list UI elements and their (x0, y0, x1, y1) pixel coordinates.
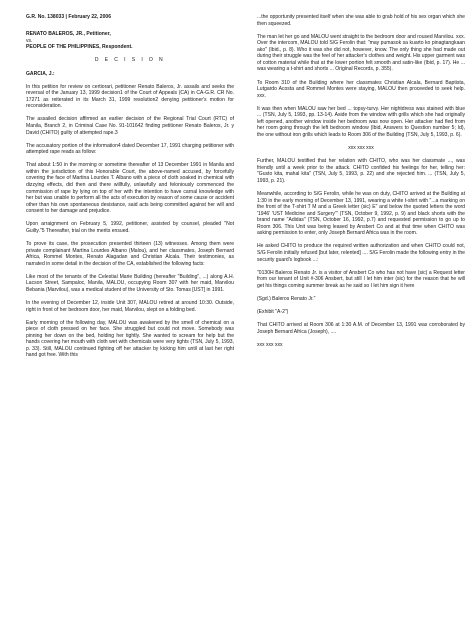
exhibit-line: (Exhibit "A-2") (257, 309, 289, 316)
author-line: GARCIA, J.: (26, 70, 55, 77)
paragraph: In the evening of December 12, inside Unit 307, MALOU retired at around 10:30. Outside, right in front of her bedroom door, her maid, Marvilou, slept on a folding bed. (26, 300, 234, 313)
versus-line: vs. (26, 37, 33, 44)
paragraph: Early morning of the following day, MALOU was awakened by the smell of chemical on a piece of cloth pressed on her face. She struggled but could not move. Somebody was pinning her down on the bed, holding her tightly. She wanted to scream for help but the hands covering her mouth with cloth wet with chemicals were very tights (TSN, July 5, 1993, p. 33). Still, MALOU continued fighting off her attacker by kicking him until at last her right hand got free. With this (26, 319, 234, 359)
paragraph: Further, MALOU testified that her relation with CHITO, who was her classmate ..., was friendly until a week prior to the attack. CHITO confided his feelings for her, telling her: "Gusto kita, mahal kita" (TSN, July 5, 1993, p. 22) and she rejected him. ... (TSN, July 5, 1993, p. 21). (257, 158, 465, 184)
paragraph: To prove its case, the prosecution presented thirteen (13) witnesses. Among them were private complainant Martina Lourdes Albano (Malou), and her classmates, Joseph Bernard Africa, Rommel Montes, Renato Alagadan and Christian Alcala. Their testimonies, as narrated in some detail in the decision of the CA, established the following facts: (26, 241, 234, 267)
paragraph: That CHITO arrived at Room 306 at 1:30 A.M. of December 13, 1991 was corroborated by Joseph Bernard Africa (Joseph), .... (257, 322, 465, 335)
decision-heading: D E C I S I O N (94, 57, 166, 64)
paragraph: Like most of the tenants of the Celestial Marie Building (hereafter "Building", ...) along A.H. Lacson Street, Sampaloc, Manila, MALOU, occupying Room 307 with her maid, Marvilou Bebania (Marvilou), was a medical student of the University of Sto. Tomas [UST] in 1991. (26, 273, 234, 293)
paragraph: It was then when MALOU saw her bed ... topsy-turvy. Her nightdress was stained with blue ... (TSN, July 5, 1993, pp. 13-14). Aside from the window with grills which she had originally left opened, another window inside her bedroom was now open. Her attacker had fled from her room going through the left bedroom window (Ibid, Answers to Question number 5; Id), the one without iron grills which leads to Room 306 of the Building (TSN, July 5, 1993, p. 6). (257, 105, 465, 138)
paragraph: The man let her go and MALOU went straight to the bedroom door and roused Marvilou. xxx. Over the intercom, MALOU told S/G Ferolin that: "may pumasok sa kuarto ko pinagtangkaan ako" (Ibid., p. 8). Who it was she did not, however, know. The only thing she had made out during their struggle was the feel of her attacker's clothes and weight. His upper garment was of cotton material while that at the lower portion felt smooth and satin-like (Ibid, p. 17). He ... was wearing a t-shirt and shorts ... Original Records, p. 355). (257, 33, 465, 73)
paragraph: The assailed decision affirmed an earlier decision of the Regional Trial Court (RTC) of Manila, Branch 2, in Criminal Case No. 91-101642 finding petitioner Renato Baleros, Jr. y David (CHITO) guilty of attempted rape.3 (26, 116, 234, 136)
respondent-line: PEOPLE OF THE PHILIPPINES, Respondent. (26, 44, 133, 51)
paragraph: The accusatory portion of the information4 dated December 17, 1991 charging petitioner with attempted rape reads as follow: (26, 142, 234, 156)
logbook-quote: "0130H Baleros Renato Jr. is a visitor of Ansbert Co who has not have (sic) a Request letter from our tenant of Unit #-306 Ansbert, but still I let him inter (sic) for the reason that he will get his things coming summer break as he said so I let him sign it here (257, 269, 465, 289)
ellipsis-separator: xxx xxx xxx (348, 145, 374, 152)
petitioner-line: RENATO BALEROS, JR., Petitioner, (26, 31, 111, 38)
paragraph: That about 1:50 in the morning or sometime thereafter of 13 December 1991 in Manila and within the jurisdiction of this Honorable Court, the above-named accused, by forcefully covering the face of Martina Lourdes T. Albano with a piece of cloth soaked in chemical with dizzying effects, did then and there willfully, unlawfully and feloniously commenced the commission of rape by lying on top of her with the intention to have carnal knowledge with her but was unable to perform all the acts of execution by reason of some cause or accident other than his own spontaneous desistance, said acts being committed against her will and consent to her damage and prejudice. (26, 162, 234, 215)
paragraph: In this petition for review on certiorari, petitioner Renato Baleros, Jr. assails and seeks the reversal of the January 13, 1999 decision1 of the Court of Appeals (CA) in CA-G.R. CR No. 17271 as reiterated in its March 31, 1999 resolution2 denying petitioner's motion for reconsideration. (26, 83, 234, 110)
left-column (26, 14, 234, 366)
ellipsis-separator: xxx xxx xxx (257, 341, 283, 348)
paragraph: ...the opportunity presented itself when she was able to grab hold of his sex organ which she then squeezed. (257, 14, 465, 27)
paragraph: Meanwhile, according to S/G Ferolin, while he was on duty, CHITO arrived at the Building at 1:30 in the early morning of December 13, 1991, wearing a white t-shirt with "...a marking on the front of the T-shirt T M and a Greek letter (sic) E" and below the quoted letters the word '1946' 'UST Medicine and Surgery'" (TSN, October 9, 1992, p. 9) and black shorts with the brand name "Adidas" (TSN, October 16, 1992, p.7) and requested permission to go up to Room 306. This Unit was being leased by Ansbert Co and at that time when CHITO was asking permission to enter, only Joseph Bernard Africa was in the room. (257, 191, 465, 237)
paragraph: Upon arraignment on February 5, 1992, petitioner, assisted by counsel, pleaded "Not Guilty."5 Thereafter, trial on the merits ensued. (26, 221, 234, 234)
paragraph: To Room 310 of the Building where her classmates Christian Alcala, Bernard Baptista, Lutgardo Acosta and Rommel Montes were staying, MALOU then proceeded to seek help. xxx. (257, 79, 465, 99)
right-column (257, 14, 465, 355)
signature-line: (Sgd.) Baleros Renato Jr." (257, 295, 316, 302)
case-number: G.R. No. 138033 | February 22, 2006 (26, 14, 112, 20)
paragraph: He asked CHITO to produce the required written authorization and when CHITO could not, S/G Ferolin initially refused [but later, relented] .... S/G Ferolin made the following entry in the security guard's logbook ...: (257, 243, 465, 263)
